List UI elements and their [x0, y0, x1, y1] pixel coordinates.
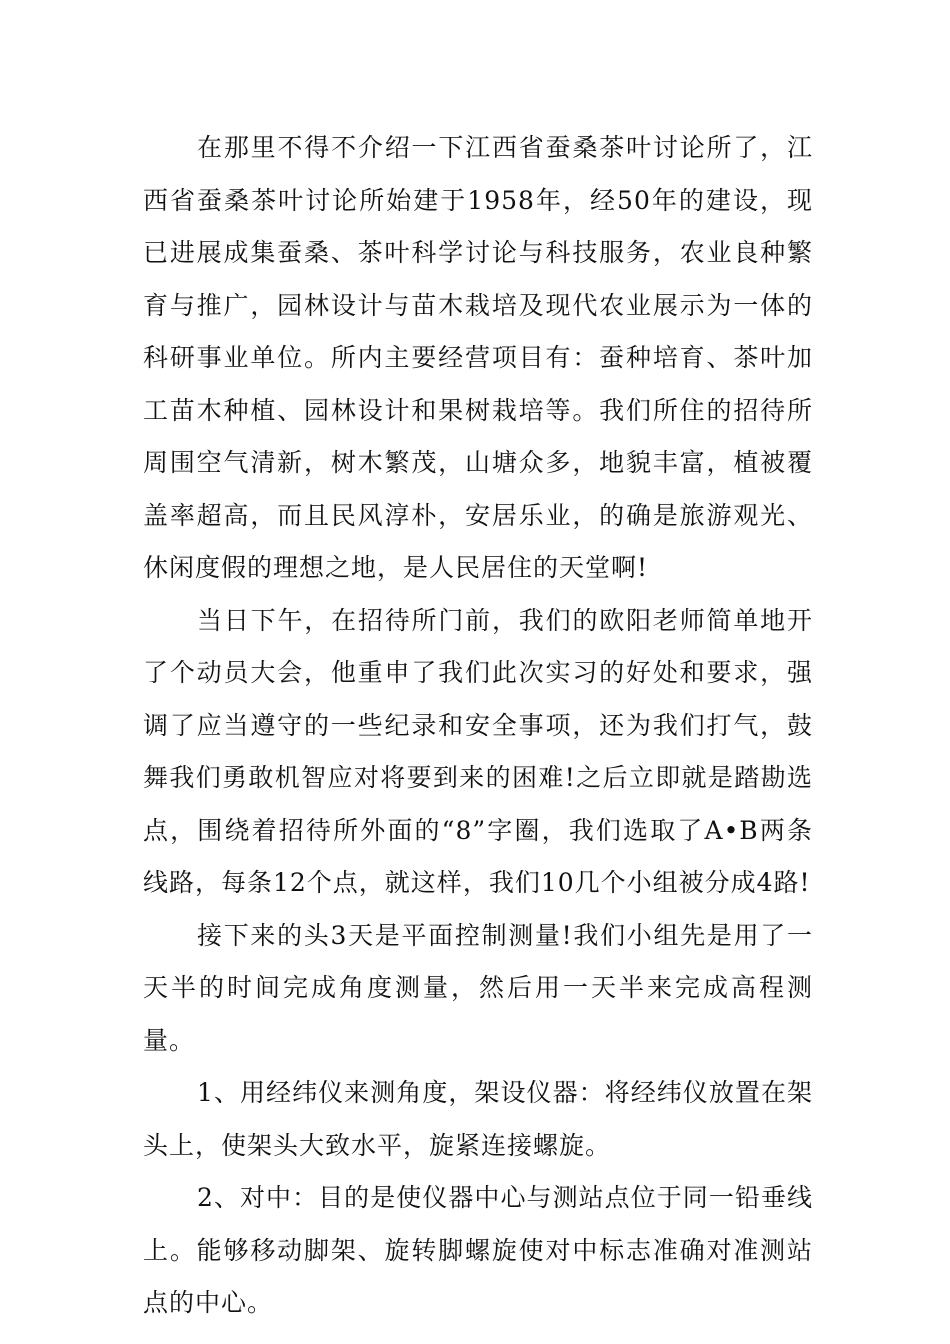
paragraph-control-survey: 接下来的头3天是平面控制测量!我们小组先是用了一天半的时间完成角度测量，然后用一天半来完成高程测量。	[143, 920, 813, 1055]
paragraph-intro-institute: 在那里不得不介绍一下江西省蚕桑茶叶讨论所了，江西省蚕桑茶叶讨论所始建于1958年，经50年的建设，现已进展成集蚕桑、茶叶科学讨论与科技服务，农业良种繁育与推广，园林设计与苗木栽培及现代农业展示为一体的科研事业单位。所内主要经营项目有：蚕种培育、茶叶加工苗木种植、园林设计和果树栽培等。我们所住的招待所周围空气清新，树木繁茂，山塘众多，地貌丰富，植被覆盖率超高，而且民风淳朴，安居乐业，的确是旅游观光、休闲度假的理想之地，是人民居住的天堂啊!	[143, 133, 813, 582]
document-body	[143, 122, 813, 1330]
paragraph-step-2-centering: 2、对中：目的是使仪器中心与测站点位于同一铅垂线上。能够移动脚架、旋转脚螺旋使对中标志准确对准测站点的中心。	[143, 1183, 813, 1317]
paragraph-step-1-setup: 1、用经纬仪来测角度，架设仪器：将经纬仪放置在架头上，使架头大致水平，旋紧连接螺旋。	[143, 1078, 813, 1160]
paragraph-mobilization-meeting: 当日下午，在招待所门前，我们的欧阳老师简单地开了个动员大会，他重申了我们此次实习的好处和要求，强调了应当遵守的一些纪录和安全事项，还为我们打气，鼓舞我们勇敢机智应对将要到来的困难!之后立即就是踏勘选点，围绕着招待所外面的“8”字圈，我们选取了A•B两条线路，每条12个点，就这样，我们10几个小组被分成4路!	[143, 605, 813, 897]
